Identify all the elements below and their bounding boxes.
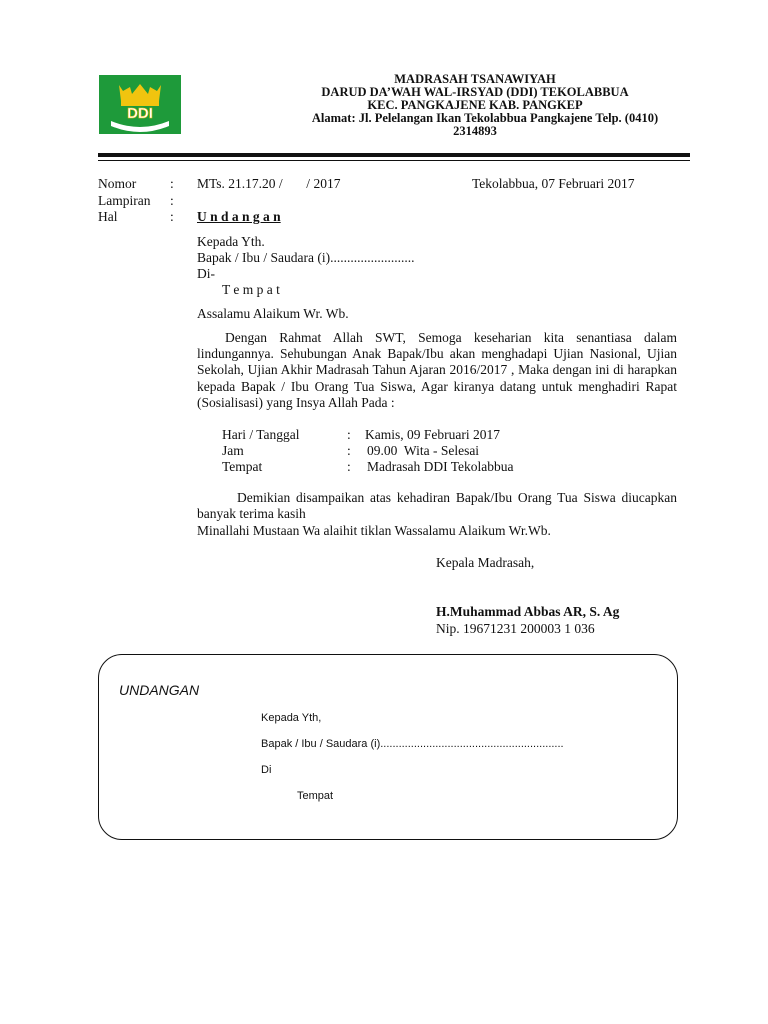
- closing-salam: Minallahi Mustaan Wa alaihit tiklan Wassalamu Alaikum Wr.Wb.: [197, 523, 551, 538]
- closing-paragraph: Demikian disampaikan atas kehadiran Bapak/Ibu Orang Tua Siswa diucapkan banyak terima kasih: [197, 490, 677, 522]
- hari-value: Kamis, 09 Februari 2017: [365, 427, 500, 442]
- signature-name: H.Muhammad Abbas AR, S. Ag: [436, 604, 620, 619]
- envelope-line-3: Di: [261, 764, 272, 776]
- header-phone: 2314893: [453, 124, 497, 138]
- greeting: Assalamu Alaikum Wr. Wb.: [197, 306, 349, 321]
- envelope-line-2: Bapak / Ibu / Saudara (i)............................................................: [261, 738, 564, 750]
- nomor-colon: :: [170, 176, 174, 191]
- lampiran-colon: :: [170, 193, 174, 208]
- address-line-3: Di-: [197, 266, 215, 281]
- letter-date: Tekolabbua, 07 Februari 2017: [472, 176, 635, 191]
- lampiran-label: Lampiran: [98, 193, 151, 208]
- hal-label: Hal: [98, 209, 118, 224]
- nomor-label: Nomor: [98, 176, 137, 191]
- tempat-label: Tempat: [222, 459, 263, 474]
- header-rule-thick: [98, 153, 690, 157]
- envelope-line-4: Tempat: [297, 790, 334, 802]
- signature-title: Kepala Madrasah,: [436, 555, 535, 570]
- hari-colon: :: [347, 427, 351, 442]
- hal-colon: :: [170, 209, 174, 224]
- address-line-2: Bapak / Ibu / Saudara (i).........................: [197, 250, 415, 265]
- envelope-heading: UNDANGAN: [119, 682, 200, 698]
- header-rule-thin: [98, 160, 690, 161]
- address-line-1: Kepada Yth.: [197, 234, 265, 249]
- logo-text: DDI: [127, 105, 153, 122]
- jam-colon: :: [347, 443, 351, 458]
- body-paragraph: Dengan Rahmat Allah SWT, Semoga keseharian kita senantiasa dalam lindungannya. Sehubungan Anak Bapak/Ibu akan menghadapi Ujian Nasional, Ujian Sekolah, Ujian Akhir Madrasah Tahun Ajaran 2016/2017 , Maka dengan ini di harapkan kepada Bapak / Ibu Orang Tua Siswa, Agar kiranya datang untuk menghadiri Rapat (Sosialisasi) yang Insya Allah Pada :: [197, 330, 677, 410]
- signature-nip: Nip. 19671231 200003 1 036: [436, 621, 595, 636]
- school-logo: [99, 75, 181, 134]
- address-line-4: T e m p a t: [222, 282, 280, 297]
- jam-value: 09.00 Wita - Selesai: [367, 443, 480, 458]
- header-line-3: KEC. PANGKAJENE KAB. PANGKEP: [367, 98, 583, 112]
- header-address: Alamat: Jl. Pelelangan Ikan Tekolabbua Pangkajene Telp. (0410): [311, 111, 659, 125]
- jam-label: Jam: [222, 443, 244, 458]
- envelope-line-1: Kepada Yth,: [261, 712, 322, 724]
- header-line-2: DARUD DA’WAH WAL-IRSYAD (DDI) TEKOLABBUA: [321, 85, 629, 99]
- hal-value: U n d a n g a n: [197, 209, 281, 224]
- tempat-value: Madrasah DDI Tekolabbua: [367, 459, 514, 474]
- nomor-value: MTs. 21.17.20 / / 2017: [197, 176, 341, 191]
- tempat-colon: :: [347, 459, 351, 474]
- header-line-1: MADRASAH TSANAWIYAH: [394, 72, 556, 86]
- hari-label: Hari / Tanggal: [222, 427, 300, 442]
